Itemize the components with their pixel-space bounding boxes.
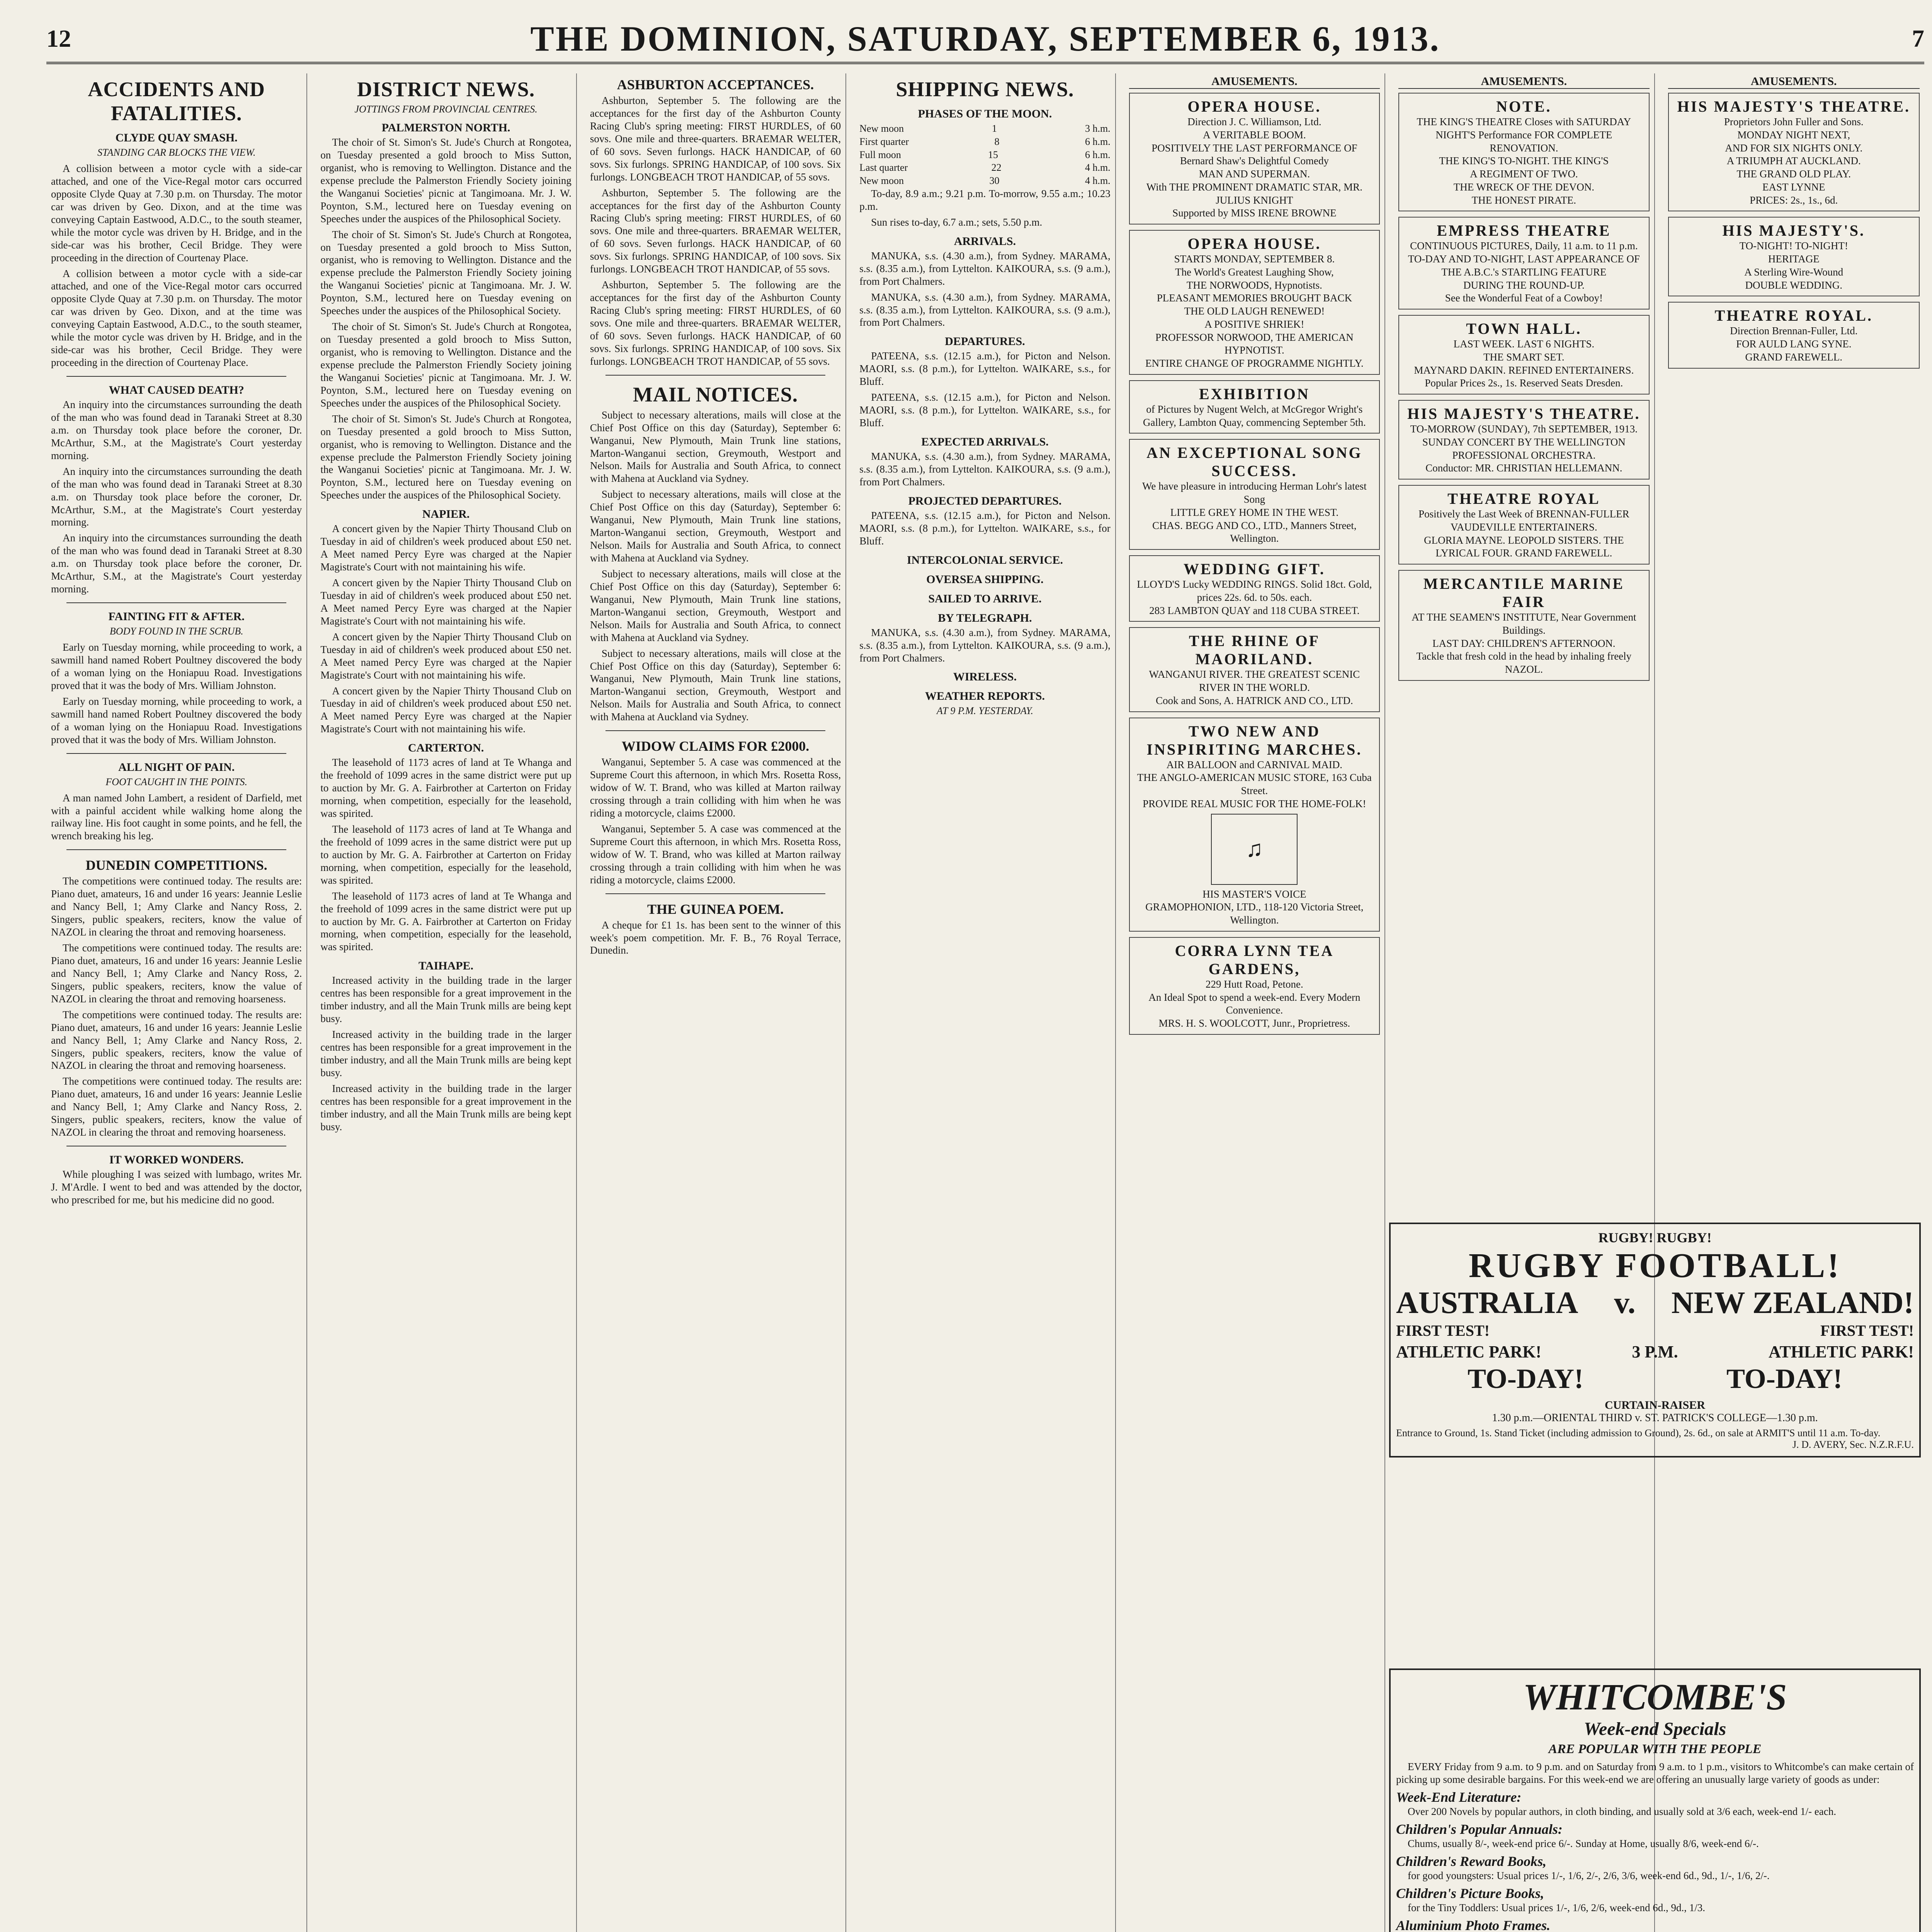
today-left: TO-DAY!: [1467, 1363, 1584, 1395]
section-text: for the Tiny Toddlers: Usual prices 1/-, 1/6, 2/6, week-end 6d., 9d., 1/3.: [1408, 1901, 1706, 1913]
venue-left: ATHLETIC PARK!: [1396, 1342, 1542, 1361]
column-7: [1663, 73, 1924, 1932]
ad-line: An Ideal Spot to spend a week-end. Every Modern Convenience.: [1148, 991, 1361, 1016]
ad-line: A TRIUMPH AT AUCKLAND.: [1726, 155, 1861, 167]
section-text: for good youngsters: Usual prices 1/-, 1/6, 2/-, 2/6, 3/6, week-end 6d., 9d., 1/-, 1/6, 2/-.: [1408, 1869, 1770, 1881]
column-2: [316, 73, 577, 1932]
whitcombe-brand: WHITCOMBE'S: [1523, 1676, 1787, 1718]
ad-line: THE GRAND OLD PLAY.: [1736, 168, 1851, 180]
district-section-title: TAIHAPE.: [418, 959, 474, 973]
section-text: Over 200 Novels by popular authors, in cloth binding, and usually sold at 3/6 each, week-end 1/- each.: [1408, 1805, 1836, 1817]
section-title: Children's Reward Books,: [1396, 1853, 1547, 1869]
ad-line: GRAND FAREWELL.: [1745, 351, 1843, 363]
ad-line: Direction Brennan-Fuller, Ltd.: [1730, 325, 1858, 337]
district-section-body: A concert given by the Napier Thirty Thousand Club on Tuesday in aid of children's week produced about £50 net. A Meet named Percy Eyre was charged at the Napier Magistrate's Court with not maintaining his wife.: [320, 577, 571, 627]
advertisement: [1398, 315, 1649, 395]
district-section-title: NAPIER.: [422, 508, 470, 521]
ad-line: EAST LYNNE: [1762, 181, 1825, 193]
ad-line: We have pleasure in introducing Herman Lohr's latest Song: [1142, 480, 1367, 505]
newspaper-title: THE DOMINION, SATURDAY, SEPTEMBER 6, 1913.: [530, 19, 1440, 58]
moon-row: [859, 174, 1110, 187]
ashburton-body: Ashburton, September 5. The following are the acceptances for the first day of the Ashburton County Racing Club's spring meeting: FIRST HURDLES, of 60 sovs. One mile and three-quarters. BRAEMAR WELTER, of 60 sovs. Seven furlongs. HACK HANDICAP, of 60 sovs. Six furlongs. SPRING HANDICAP, of 100 sovs. Six furlongs. LONGBEACH TROT HANDICAP, of 55 sovs.: [590, 279, 841, 367]
moon-date: 22: [991, 162, 1002, 173]
moon-time: 6 h.m.: [1085, 136, 1111, 147]
ad-line: 229 Hutt Road, Petone.: [1206, 978, 1303, 990]
ad-line: See the Wonderful Feat of a Cowboy!: [1445, 292, 1603, 304]
district-heading: DISTRICT NEWS.: [357, 78, 535, 101]
article-subtitle: BODY FOUND IN THE SCRUB.: [109, 626, 243, 637]
rugby-matchup: [1396, 1286, 1914, 1321]
divider: [605, 893, 825, 894]
ad-title: THE RHINE OF MAORILAND.: [1189, 632, 1320, 668]
district-section-body: The leasehold of 1173 acres of land at Te Whanga and the freehold of 1099 acres in the same district were put up to auction by Mr. G. A. Fairbrother at Carterton on Friday morning, when competition, especially for the leasehold, was spirited.: [320, 823, 571, 886]
departures-title: DEPARTURES.: [945, 335, 1025, 348]
ad-line: THE HONEST PIRATE.: [1471, 194, 1576, 206]
section-title: Children's Popular Annuals:: [1396, 1821, 1563, 1837]
ad-line: WANGANUI RIVER. THE GREATEST SCENIC RIVER IN THE WORLD.: [1149, 668, 1360, 693]
ad-line: HIS MASTER'S VOICE: [1202, 888, 1306, 900]
district-section-body: The leasehold of 1173 acres of land at Te Whanga and the freehold of 1099 acres in the same district were put up to auction by Mr. G. A. Fairbrother at Carterton on Friday morning, when competition, especially for the leasehold, was spirited.: [320, 757, 571, 819]
column-1: [46, 73, 307, 1932]
secretary: J. D. AVERY, Sec. N.Z.R.F.U.: [1792, 1439, 1914, 1451]
advertisement: [1398, 93, 1649, 211]
team-right: NEW ZEALAND!: [1671, 1286, 1914, 1320]
curtain-raiser-title: CURTAIN-RAISER: [1604, 1399, 1706, 1412]
dunedin-body: The competitions were continued today. The results are: Piano duet, amateurs, 16 and under 16 years: Jeannie Leslie and Nancy Bell, 1; Amy Clarke and Nancy Ross, 2. Singers, public speakers, reciters, know the value of NAZOL in clearing the throat and removing hoarseness.: [51, 942, 302, 1005]
widow-body: Wanganui, September 5. A case was commenced at the Supreme Court this afternoon, in which Mrs. Rosetta Ross, widow of W. T. Brand, who was killed at Marton railway crossing through a train colliding with him when he was riding a motorcycle, claims £2000.: [590, 756, 841, 819]
ad-line: Positively the Last Week of BRENNAN-FULLER VAUDEVILLE ENTERTAINERS.: [1418, 508, 1629, 533]
ad-line: ENTIRE CHANGE OF PROGRAMME NIGHTLY.: [1145, 357, 1364, 369]
advertisement: [1668, 302, 1920, 368]
projected-title: PROJECTED DEPARTURES.: [908, 494, 1062, 507]
page-corner-number: 12: [46, 25, 71, 52]
ad-line: A Sterling Wire-Wound: [1744, 266, 1844, 278]
advertisement: [1668, 93, 1920, 211]
article-body: Early on Tuesday morning, while proceeding to work, a sawmill hand named Robert Poultney discovered the body of a woman lying on the Honiapuu Road. Investigations proved that it was the body of Mrs. William Johnston.: [51, 695, 302, 745]
accidents-heading: ACCIDENTS AND FATALITIES.: [88, 78, 265, 125]
column-5: [1124, 73, 1385, 1932]
district-section-body: A concert given by the Napier Thirty Thousand Club on Tuesday in aid of children's week produced about £50 net. A Meet named Percy Eyre was charged at the Napier Magistrate's Court with not maintaining his wife.: [320, 523, 571, 573]
ad-line: THE KING'S THEATRE Closes with SATURDAY NIGHT'S Performance FOR COMPLETE RENOVATION.: [1417, 116, 1631, 154]
district-section-body: A concert given by the Napier Thirty Thousand Club on Tuesday in aid of children's week produced about £50 net. A Meet named Percy Eyre was charged at the Napier Magistrate's Court with not maintaining his wife.: [320, 631, 571, 681]
column-3: [585, 73, 846, 1932]
ad-line: Popular Prices 2s., 1s. Reserved Seats Dresden.: [1425, 377, 1623, 389]
district-section-body: Increased activity in the building trade in the larger centres has been responsible for a great improvement in the timber industry, and all the Main Trunk mills are being kept busy.: [320, 975, 571, 1025]
weather-subtitle: AT 9 P.M. YESTERDAY.: [937, 705, 1033, 717]
rugby-today-row: [1396, 1363, 1914, 1395]
ad-line: LAST WEEK. LAST 6 NIGHTS.: [1453, 338, 1595, 350]
column-4: [855, 73, 1116, 1932]
advertisement: [1129, 230, 1380, 375]
moon-time: 4 h.m.: [1085, 162, 1111, 173]
ad-line: LAST DAY: CHILDREN'S AFTERNOON.: [1432, 637, 1616, 649]
ad-title: TOWN HALL.: [1466, 320, 1582, 337]
moon-label: New moon: [859, 175, 904, 187]
ad-title: HIS MAJESTY'S THEATRE.: [1407, 405, 1641, 422]
overseas-title: OVERSEA SHIPPING.: [926, 573, 1044, 586]
rugby-kicker: RUGBY! RUGBY!: [1598, 1230, 1712, 1245]
moon-date: 15: [988, 149, 998, 160]
ad-line: THE OLD LAUGH RENEWED!: [1184, 305, 1325, 317]
rugby-advertisement: [1389, 1223, 1921, 1458]
ad-line: Tackle that fresh cold in the head by inhaling freely NAZOL.: [1416, 650, 1632, 675]
guinea-heading: THE GUINEA POEM.: [647, 901, 784, 917]
district-section-body: Increased activity in the building trade in the larger centres has been responsible for a great improvement in the timber industry, and all the Main Trunk mills are being kept busy.: [320, 1029, 571, 1078]
ad-line: THE SMART SET.: [1483, 351, 1565, 363]
worked-heading: IT WORKED WONDERS.: [109, 1153, 244, 1167]
article-body: Early on Tuesday morning, while proceeding to work, a sawmill hand named Robert Poultney discovered the body of a woman lying on the Honiapuu Road. Investigations proved that it was the body of Mrs. William Johnston.: [51, 641, 302, 691]
ad-line: The World's Greatest Laughing Show,: [1175, 266, 1334, 278]
ad-title: OPERA HOUSE.: [1187, 235, 1321, 252]
accident-item: [51, 610, 302, 746]
advertisement: [1129, 937, 1380, 1035]
moon-row: [859, 122, 1110, 135]
district-section-body: The choir of St. Simon's St. Jude's Church at Rongotea, on Tuesday presented a gold brooch to Miss Sutton, organist, who is removing to Wellington. Distance and the expense preclude the Palmerston Friendly Society joining the Wanganui Societies' picnic at Tangimoana. Mr. J. W. Poynton, S.M., lectured here on Tuesday evening on Speeches under the auspices of the Philosophical Society.: [320, 413, 571, 501]
ad-line: THE NORWOODS, Hypnotists.: [1186, 279, 1322, 291]
ad-title: CORRA LYNN TEA GARDENS,: [1175, 942, 1334, 978]
versus: v.: [1614, 1286, 1636, 1320]
first-test-left: FIRST TEST!: [1396, 1322, 1490, 1339]
advertisement: [1398, 217, 1649, 310]
whitcombe-tagline: ARE POPULAR WITH THE PEOPLE: [1548, 1742, 1762, 1756]
article-title: ALL NIGHT OF PAIN.: [118, 760, 235, 774]
moon-label: Full moon: [859, 149, 901, 160]
ad-line: Proprietors John Fuller and Sons.: [1724, 116, 1864, 128]
gramophone-logo-icon: ♫: [1211, 814, 1298, 885]
accident-item: [51, 131, 302, 369]
moon-date: 8: [994, 136, 1000, 147]
amusements-heading: AMUSEMENTS.: [1668, 75, 1920, 89]
advertisement: [1398, 570, 1649, 681]
ad-line: TO-MORROW (SUNDAY), 7th SEPTEMBER, 1913.: [1410, 423, 1638, 435]
ad-line: CONTINUOUS PICTURES, Daily, 11 a.m. to 11 p.m.: [1410, 240, 1638, 252]
article-body: An inquiry into the circumstances surrounding the death of the man who was found dead in Taranaki Street at 8.30 a.m. on Thursday took place before the coroner, Dr. McArthur, S.M., at the Magistrate's Court yesterday morning.: [51, 465, 302, 528]
whitcombe-advertisement: [1389, 1668, 1921, 1932]
tide-text: To-day, 8.9 a.m.; 9.21 p.m. To-morrow, 9.55 a.m.; 10.23 p.m.: [859, 187, 1111, 212]
ad-line: PROVIDE REAL MUSIC FOR THE HOME-FOLK!: [1143, 798, 1366, 810]
ad-line: HERITAGE: [1768, 253, 1820, 265]
ad-line: Cook and Sons, A. HATRICK AND CO., LTD.: [1156, 694, 1353, 706]
ad-line: TO-DAY AND TO-NIGHT, LAST APPEARANCE OF THE A.B.C.'s STARTLING FEATURE: [1408, 253, 1640, 278]
ad-line: With THE PROMINENT DRAMATIC STAR, MR. JULIUS KNIGHT: [1146, 181, 1362, 206]
sun-text: Sun rises to-day, 6.7 a.m.; sets, 5.50 p.m.: [871, 216, 1043, 228]
ad-line: DOUBLE WEDDING.: [1745, 279, 1843, 291]
advertisement: [1129, 380, 1380, 434]
ad-title: EMPRESS THEATRE: [1437, 222, 1611, 240]
ad-line: A REGIMENT OF TWO.: [1470, 168, 1578, 180]
advertisement: [1129, 718, 1380, 932]
ad-title: AN EXCEPTIONAL SONG SUCCESS.: [1146, 444, 1362, 480]
masthead: [46, 15, 1924, 64]
divider: [66, 376, 286, 377]
ad-line: MRS. H. S. WOOLCOTT, Junr., Proprietress.: [1158, 1017, 1350, 1029]
sailed-title: SAILED TO ARRIVE.: [928, 592, 1042, 605]
ad-line: of Pictures by Nugent Welch, at McGregor Wright's Gallery, Lambton Quay, commencing September 5th.: [1143, 403, 1366, 428]
rugby-title: RUGBY FOOTBALL!: [1468, 1247, 1842, 1285]
whitcombe-section: [1396, 1821, 1914, 1850]
whitcombe-section: [1396, 1853, 1914, 1882]
arrivals-body: MANUKA, s.s. (4.30 a.m.), from Sydney. MARAMA, s.s. (8.35 a.m.), from Lyttelton. KAIKOURA, s.s. (9 a.m.), from Port Chalmers.: [859, 291, 1111, 328]
section-title: Children's Picture Books,: [1396, 1885, 1544, 1901]
accident-item: [51, 384, 302, 595]
moon-date: 30: [989, 175, 1000, 187]
article-title: FAINTING FIT & AFTER.: [108, 610, 245, 623]
ad-line: Direction J. C. Williamson, Ltd.: [1187, 116, 1321, 128]
dunedin-body: The competitions were continued today. The results are: Piano duet, amateurs, 16 and under 16 years: Jeannie Leslie and Nancy Bell, 1; Amy Clarke and Nancy Ross, 2. Singers, public speakers, reciters, know the value of NAZOL in clearing the throat and removing hoarseness.: [51, 1009, 302, 1071]
ad-title: WEDDING GIFT.: [1184, 560, 1325, 578]
whitcombe-section: [1396, 1789, 1914, 1818]
ad-line: DURING THE ROUND-UP.: [1463, 279, 1585, 291]
ad-line: MAN AND SUPERMAN.: [1199, 168, 1310, 180]
widow-body: Wanganui, September 5. A case was commenced at the Supreme Court this afternoon, in which Mrs. Rosetta Ross, widow of W. T. Brand, who was killed at Marton railway crossing through a train colliding with him when he was riding a motorcycle, claims £2000.: [590, 823, 841, 886]
dunedin-body: The competitions were continued today. The results are: Piano duet, amateurs, 16 and under 16 years: Jeannie Leslie and Nancy Bell, 1; Amy Clarke and Nancy Ross, 2. Singers, public speakers, reciters, know the value of NAZOL in clearing the throat and removing hoarseness.: [51, 1075, 302, 1138]
amusements-heading: AMUSEMENTS.: [1129, 75, 1380, 89]
whitcombe-section: [1396, 1885, 1914, 1914]
intercolonial-title: INTERCOLONIAL SERVICE.: [906, 553, 1063, 566]
ashburton-body: Ashburton, September 5. The following are the acceptances for the first day of the Ashburton County Racing Club's spring meeting: FIRST HURDLES, of 60 sovs. One mile and three-quarters. BRAEMAR WELTER, of 60 sovs. Seven furlongs. HACK HANDICAP, of 60 sovs. Six furlongs. SPRING HANDICAP, of 100 sovs. Six furlongs. LONGBEACH TROT HANDICAP, of 55 sovs.: [590, 187, 841, 275]
expected-title: EXPECTED ARRIVALS.: [921, 435, 1049, 449]
kickoff-time: 3 P.M.: [1632, 1342, 1678, 1361]
projected-body: PATEENA, s.s. (12.15 a.m.), for Picton and Nelson. MAORI, s.s. (8 p.m.), for Lyttelton. WAIKARE, s.s., for Bluff.: [859, 509, 1111, 547]
section-text: Chums, usually 8/-, week-end price 6/-. Sunday at Home, usually 8/6, week-end 6/-.: [1408, 1837, 1759, 1849]
mail-body: Subject to necessary alterations, mails will close at the Chief Post Office on this day (Saturday), September 6: Wanganui, New Plymouth, Main Trunk line stations, Marton-Wanganui section, Greymouth, Westport and Nelson. Mails for Australia and South Africa, to connect with Mahena at Auckland via Sydney.: [590, 488, 841, 564]
today-right: TO-DAY!: [1726, 1363, 1843, 1395]
district-subtitle: JOTTINGS FROM PROVINCIAL CENTRES.: [354, 104, 537, 115]
ad-line: PLEASANT MEMORIES BROUGHT BACK: [1156, 292, 1352, 304]
ad-line: PRICES: 2s., 1s., 6d.: [1750, 194, 1838, 206]
page-number: 7: [1912, 25, 1924, 52]
worked-body: While ploughing I was seized with lumbago, writes Mr. J. M'Ardle. I went to bed and was attended by the doctor, who prescribed for me, but his medicine did no good.: [51, 1168, 302, 1206]
whitcombe-intro: EVERY Friday from 9 a.m. to 9 p.m. and on Saturday from 9 a.m. to 1 p.m., visitors to Whitcombe's can make certain of picking up some desirable bargains. For this week-end we are offering an unusually large variety of goods as under:: [1396, 1761, 1914, 1785]
expected-body: MANUKA, s.s. (4.30 a.m.), from Sydney. MARAMA, s.s. (8.35 a.m.), from Lyttelton. KAIKOURA, s.s. (9 a.m.), from Port Chalmers.: [859, 451, 1111, 488]
mail-body: Subject to necessary alterations, mails will close at the Chief Post Office on this day (Saturday), September 6: Wanganui, New Plymouth, Main Trunk line stations, Marton-Wanganui section, Greymouth, Westport and Nelson. Mails for Australia and South Africa, to connect with Mahena at Auckland via Sydney.: [590, 409, 841, 485]
ad-line: STARTS MONDAY, SEPTEMBER 8.: [1174, 253, 1335, 265]
ad-title: MERCANTILE MARINE FAIR: [1423, 575, 1624, 611]
divider: [66, 753, 286, 754]
advertisement: [1398, 485, 1649, 565]
article-body: An inquiry into the circumstances surrounding the death of the man who was found dead in Taranaki Street at 8.30 a.m. on Thursday took place before the coroner, Dr. McArthur, S.M., at the Magistrate's Court yesterday morning.: [51, 532, 302, 595]
divider: [66, 602, 286, 603]
telegraph-title: BY TELEGRAPH.: [938, 611, 1032, 624]
divider: [605, 375, 825, 376]
ad-line: CHAS. BEGG AND CO., LTD., Manners Street, Wellington.: [1152, 519, 1357, 544]
ticket-info: Entrance to Ground, 1s. Stand Ticket (including admission to Ground), 2s. 6d., on sale at ARMIT'S until 11 a.m. To-day.: [1396, 1427, 1881, 1439]
arrivals-title: ARRIVALS.: [954, 235, 1016, 248]
district-section-body: The leasehold of 1173 acres of land at Te Whanga and the freehold of 1099 acres in the same district were put up to auction by Mr. G. A. Fairbrother at Carterton on Friday morning, when competition, especially for the leasehold, was spirited.: [320, 890, 571, 953]
advertisement: [1398, 400, 1649, 480]
advertisement: [1129, 627, 1380, 712]
departures-body: PATEENA, s.s. (12.15 a.m.), for Picton and Nelson. MAORI, s.s. (8 p.m.), for Lyttelton. WAIKARE, s.s., for Bluff.: [859, 350, 1111, 388]
ad-title: EXHIBITION: [1199, 385, 1310, 403]
ad-line: LITTLE GREY HOME IN THE WEST.: [1170, 506, 1339, 518]
weather-title: WEATHER REPORTS.: [925, 690, 1045, 703]
moon-phases-title: PHASES OF THE MOON.: [918, 107, 1052, 120]
article-title: CLYDE QUAY SMASH.: [115, 131, 238, 144]
article-title: WHAT CAUSED DEATH?: [109, 384, 244, 396]
article-subtitle: FOOT CAUGHT IN THE POINTS.: [105, 776, 248, 787]
ad-title: OPERA HOUSE.: [1187, 98, 1321, 115]
ad-line: POSITIVELY THE LAST PERFORMANCE OF Bernard Shaw's Delightful Comedy: [1151, 142, 1357, 167]
article-body: A collision between a motor cycle with a side-car attached, and one of the Vice-Regal motor cars occurred opposite Clyde Quay at 7.30 p.m. on Thursday. The motor car was driven by Geo. Dixon, and at the time was conveying Captain Eastwood, A.D.C., to the south steamer, while the motor cycle was driven by H. Bridge, and in the side-car was his brother, Cecil Bridge. They were proceeding in the direction of Courtenay Place.: [51, 267, 302, 369]
ad-title: THEATRE ROYAL: [1447, 490, 1600, 507]
dunedin-body: The competitions were continued today. The results are: Piano duet, amateurs, 16 and under 16 years: Jeannie Leslie and Nancy Bell, 1; Amy Clarke and Nancy Ross, 2. Singers, public speakers, reciters, know the value of NAZOL in clearing the throat and removing hoarseness.: [51, 875, 302, 938]
ad-title: TWO NEW AND INSPIRITING MARCHES.: [1146, 722, 1362, 758]
shipping-heading: SHIPPING NEWS.: [896, 78, 1074, 101]
rugby-venue-row: [1396, 1341, 1914, 1363]
ad-line: LLOYD'S Lucky WEDDING RINGS. Solid 18ct. Gold, prices 22s. 6d. to 50s. each.: [1137, 578, 1372, 603]
ad-line: THE WRECK OF THE DEVON.: [1453, 181, 1594, 193]
ad-line: THE ANGLO-AMERICAN MUSIC STORE, 163 Cuba Street.: [1137, 772, 1372, 796]
article-body: A man named John Lambert, a resident of Darfield, met with a painful accident while walking home along the railway line. His foot caught in some points, and he fell, the wrench breaking his leg.: [51, 792, 302, 842]
ad-line: SUNDAY CONCERT BY THE WELLINGTON PROFESSIONAL ORCHESTRA.: [1422, 436, 1626, 461]
ad-line: MONDAY NIGHT NEXT,: [1737, 129, 1850, 141]
whitcombe-section: [1396, 1917, 1914, 1932]
ad-line: A VERITABLE BOOM.: [1203, 129, 1306, 141]
column-6: [1394, 73, 1655, 1932]
section-title: Week-End Literature:: [1396, 1789, 1522, 1805]
mail-body: Subject to necessary alterations, mails will close at the Chief Post Office on this day (Saturday), September 6: Wanganui, New Plymouth, Main Trunk line stations, Marton-Wanganui section, Greymouth, Westport and Nelson. Mails for Australia and South Africa, to connect with Mahena at Auckland via Sydney.: [590, 647, 841, 723]
article-body: An inquiry into the circumstances surrounding the death of the man who was found dead in Taranaki Street at 8.30 a.m. on Thursday took place before the coroner, Dr. McArthur, S.M., at the Magistrate's Court yesterday morning.: [51, 399, 302, 461]
moon-row: [859, 148, 1110, 162]
moon-label: New moon: [859, 123, 904, 134]
guinea-body: A cheque for £1 1s. has been sent to the winner of this week's poem competition. Mr. F. B., 76 Royal Terrace, Dunedin.: [590, 919, 841, 956]
district-section-body: The choir of St. Simon's St. Jude's Church at Rongotea, on Tuesday presented a gold brooch to Miss Sutton, organist, who is removing to Wellington. Distance and the expense preclude the Palmerston Friendly Society joining the Wanganui Societies' picnic at Tangimoana. Mr. J. W. Poynton, S.M., lectured here on Tuesday evening on Speeches under the auspices of the Philosophical Society.: [320, 136, 571, 224]
advertisement: [1668, 217, 1920, 296]
section-title: Aluminium Photo Frames.: [1396, 1917, 1551, 1932]
moon-label: First quarter: [859, 136, 909, 147]
mail-body: Subject to necessary alterations, mails will close at the Chief Post Office on this day (Saturday), September 6: Wanganui, New Plymouth, Main Trunk line stations, Marton-Wanganui section, Greymouth, Westport and Nelson. Mails for Australia and South Africa, to connect with Mahena at Auckland via Sydney.: [590, 568, 841, 643]
ad-line: MAYNARD DAKIN. REFINED ENTERTAINERS.: [1414, 364, 1634, 376]
arrivals-body: MANUKA, s.s. (4.30 a.m.), from Sydney. MARAMA, s.s. (8.35 a.m.), from Lyttelton. KAIKOURA, s.s. (9 a.m.), from Port Chalmers.: [859, 250, 1111, 287]
moon-time: 3 h.m.: [1085, 123, 1111, 134]
ad-line: 283 LAMBTON QUAY and 118 CUBA STREET.: [1149, 604, 1360, 616]
whitcombe-title: Week-end Specials: [1583, 1719, 1726, 1739]
first-test-right: FIRST TEST!: [1820, 1322, 1914, 1339]
telegraph-body: MANUKA, s.s. (4.30 a.m.), from Sydney. MARAMA, s.s. (8.35 a.m.), from Lyttelton. KAIKOURA, s.s. (9 a.m.), from Port Chalmers.: [859, 626, 1111, 664]
moon-time: 4 h.m.: [1085, 175, 1111, 187]
ad-title: THEATRE ROYAL.: [1714, 307, 1873, 325]
widow-heading: WIDOW CLAIMS FOR £2000.: [621, 738, 810, 754]
curtain-raiser: 1.30 p.m.—ORIENTAL THIRD v. ST. PATRICK'S COLLEGE—1.30 p.m.: [1492, 1412, 1818, 1424]
moon-label: Last quarter: [859, 162, 908, 173]
moon-row: [859, 135, 1110, 148]
ad-line: Conductor: MR. CHRISTIAN HELLEMANN.: [1425, 462, 1622, 474]
ad-line: AIR BALLOON and CARNIVAL MAID.: [1166, 759, 1343, 770]
departures-body: PATEENA, s.s. (12.15 a.m.), for Picton and Nelson. MAORI, s.s. (8 p.m.), for Lyttelton. WAIKARE, s.s., for Bluff.: [859, 391, 1111, 429]
district-section-title: PALMERSTON NORTH.: [381, 121, 510, 134]
moon-time: 6 h.m.: [1085, 149, 1111, 160]
venue-right: ATHLETIC PARK!: [1768, 1342, 1914, 1361]
ad-line: GLORIA MAYNE. LEOPOLD SISTERS. THE LYRICAL FOUR. GRAND FAREWELL.: [1424, 534, 1624, 559]
district-section-title: CARTERTON.: [408, 742, 484, 755]
columns: [46, 73, 1924, 1932]
mail-heading: MAIL NOTICES.: [633, 383, 798, 406]
district-section-body: A concert given by the Napier Thirty Thousand Club on Tuesday in aid of children's week produced about £50 net. A Meet named Percy Eyre was charged at the Napier Magistrate's Court with not maintaining his wife.: [320, 685, 571, 735]
divider: [605, 730, 825, 731]
advertisement: [1129, 555, 1380, 622]
amusements-heading: AMUSEMENTS.: [1398, 75, 1649, 89]
ad-line: Supported by MISS IRENE BROWNE: [1172, 207, 1337, 219]
moon-row: [859, 161, 1110, 174]
ad-line: AT THE SEAMEN'S INSTITUTE, Near Government Buildings.: [1412, 611, 1636, 636]
ad-line: FOR AULD LANG SYNE.: [1736, 338, 1852, 350]
district-section-body: Increased activity in the building trade in the larger centres has been responsible for a great improvement in the timber industry, and all the Main Trunk mills are being kept busy.: [320, 1082, 571, 1133]
article-subtitle: STANDING CAR BLOCKS THE VIEW.: [97, 147, 256, 158]
ad-title: HIS MAJESTY'S.: [1722, 222, 1865, 240]
ad-title: NOTE.: [1496, 98, 1552, 115]
ad-line: THE KING'S TO-NIGHT. THE KING'S: [1439, 155, 1609, 167]
ad-line: GRAMOPHONION, LTD., 118-120 Victoria Street, Wellington.: [1145, 901, 1364, 926]
ad-line: PROFESSOR NORWOOD, THE AMERICAN HYPNOTIST.: [1155, 331, 1354, 356]
moon-date: 1: [992, 123, 997, 134]
district-section-body: The choir of St. Simon's St. Jude's Church at Rongotea, on Tuesday presented a gold brooch to Miss Sutton, organist, who is removing to Wellington. Distance and the expense preclude the Palmerston Friendly Society joining the Wanganui Societies' picnic at Tangimoana. Mr. J. W. Poynton, S.M., lectured here on Tuesday evening on Speeches under the auspices of the Philosophical Society.: [320, 228, 571, 317]
ashburton-body: Ashburton, September 5. The following are the acceptances for the first day of the Ashburton County Racing Club's spring meeting: FIRST HURDLES, of 60 sovs. One mile and three-quarters. BRAEMAR WELTER, of 60 sovs. Seven furlongs. HACK HANDICAP, of 60 sovs. Six furlongs. SPRING HANDICAP, of 100 sovs. Six furlongs. LONGBEACH TROT HANDICAP, of 55 sovs.: [590, 95, 841, 183]
article-body: A collision between a motor cycle with a side-car attached, and one of the Vice-Regal motor cars occurred opposite Clyde Quay at 7.30 p.m. on Thursday. The motor car was driven by Geo. Dixon, and at the time was conveying Captain Eastwood, A.D.C., to the south steamer, while the motor cycle was driven by H. Bridge, and in the side-car was his brother, Cecil Bridge. They were proceeding in the direction of Courtenay Place.: [51, 163, 302, 264]
wireless-title: WIRELESS.: [953, 670, 1017, 684]
ad-line: A POSITIVE SHRIEK!: [1204, 318, 1304, 330]
ad-title: HIS MAJESTY'S THEATRE.: [1677, 98, 1910, 115]
ashburton-heading: ASHBURTON ACCEPTANCES.: [617, 77, 814, 92]
rugby-test: [1396, 1321, 1914, 1341]
advertisement: [1129, 439, 1380, 550]
accident-item: [51, 761, 302, 843]
district-section-body: The choir of St. Simon's St. Jude's Church at Rongotea, on Tuesday presented a gold brooch to Miss Sutton, organist, who is removing to Wellington. Distance and the expense preclude the Palmerston Friendly Society joining the Wanganui Societies' picnic at Tangimoana. Mr. J. W. Poynton, S.M., lectured here on Tuesday evening on Speeches under the auspices of the Philosophical Society.: [320, 321, 571, 409]
ad-line: AND FOR SIX NIGHTS ONLY.: [1725, 142, 1863, 154]
dunedin-heading: DUNEDIN COMPETITIONS.: [85, 857, 267, 873]
ad-line: TO-NIGHT! TO-NIGHT!: [1739, 240, 1848, 252]
team-left: AUSTRALIA: [1396, 1286, 1578, 1320]
divider: [66, 849, 286, 850]
advertisement: [1129, 93, 1380, 224]
